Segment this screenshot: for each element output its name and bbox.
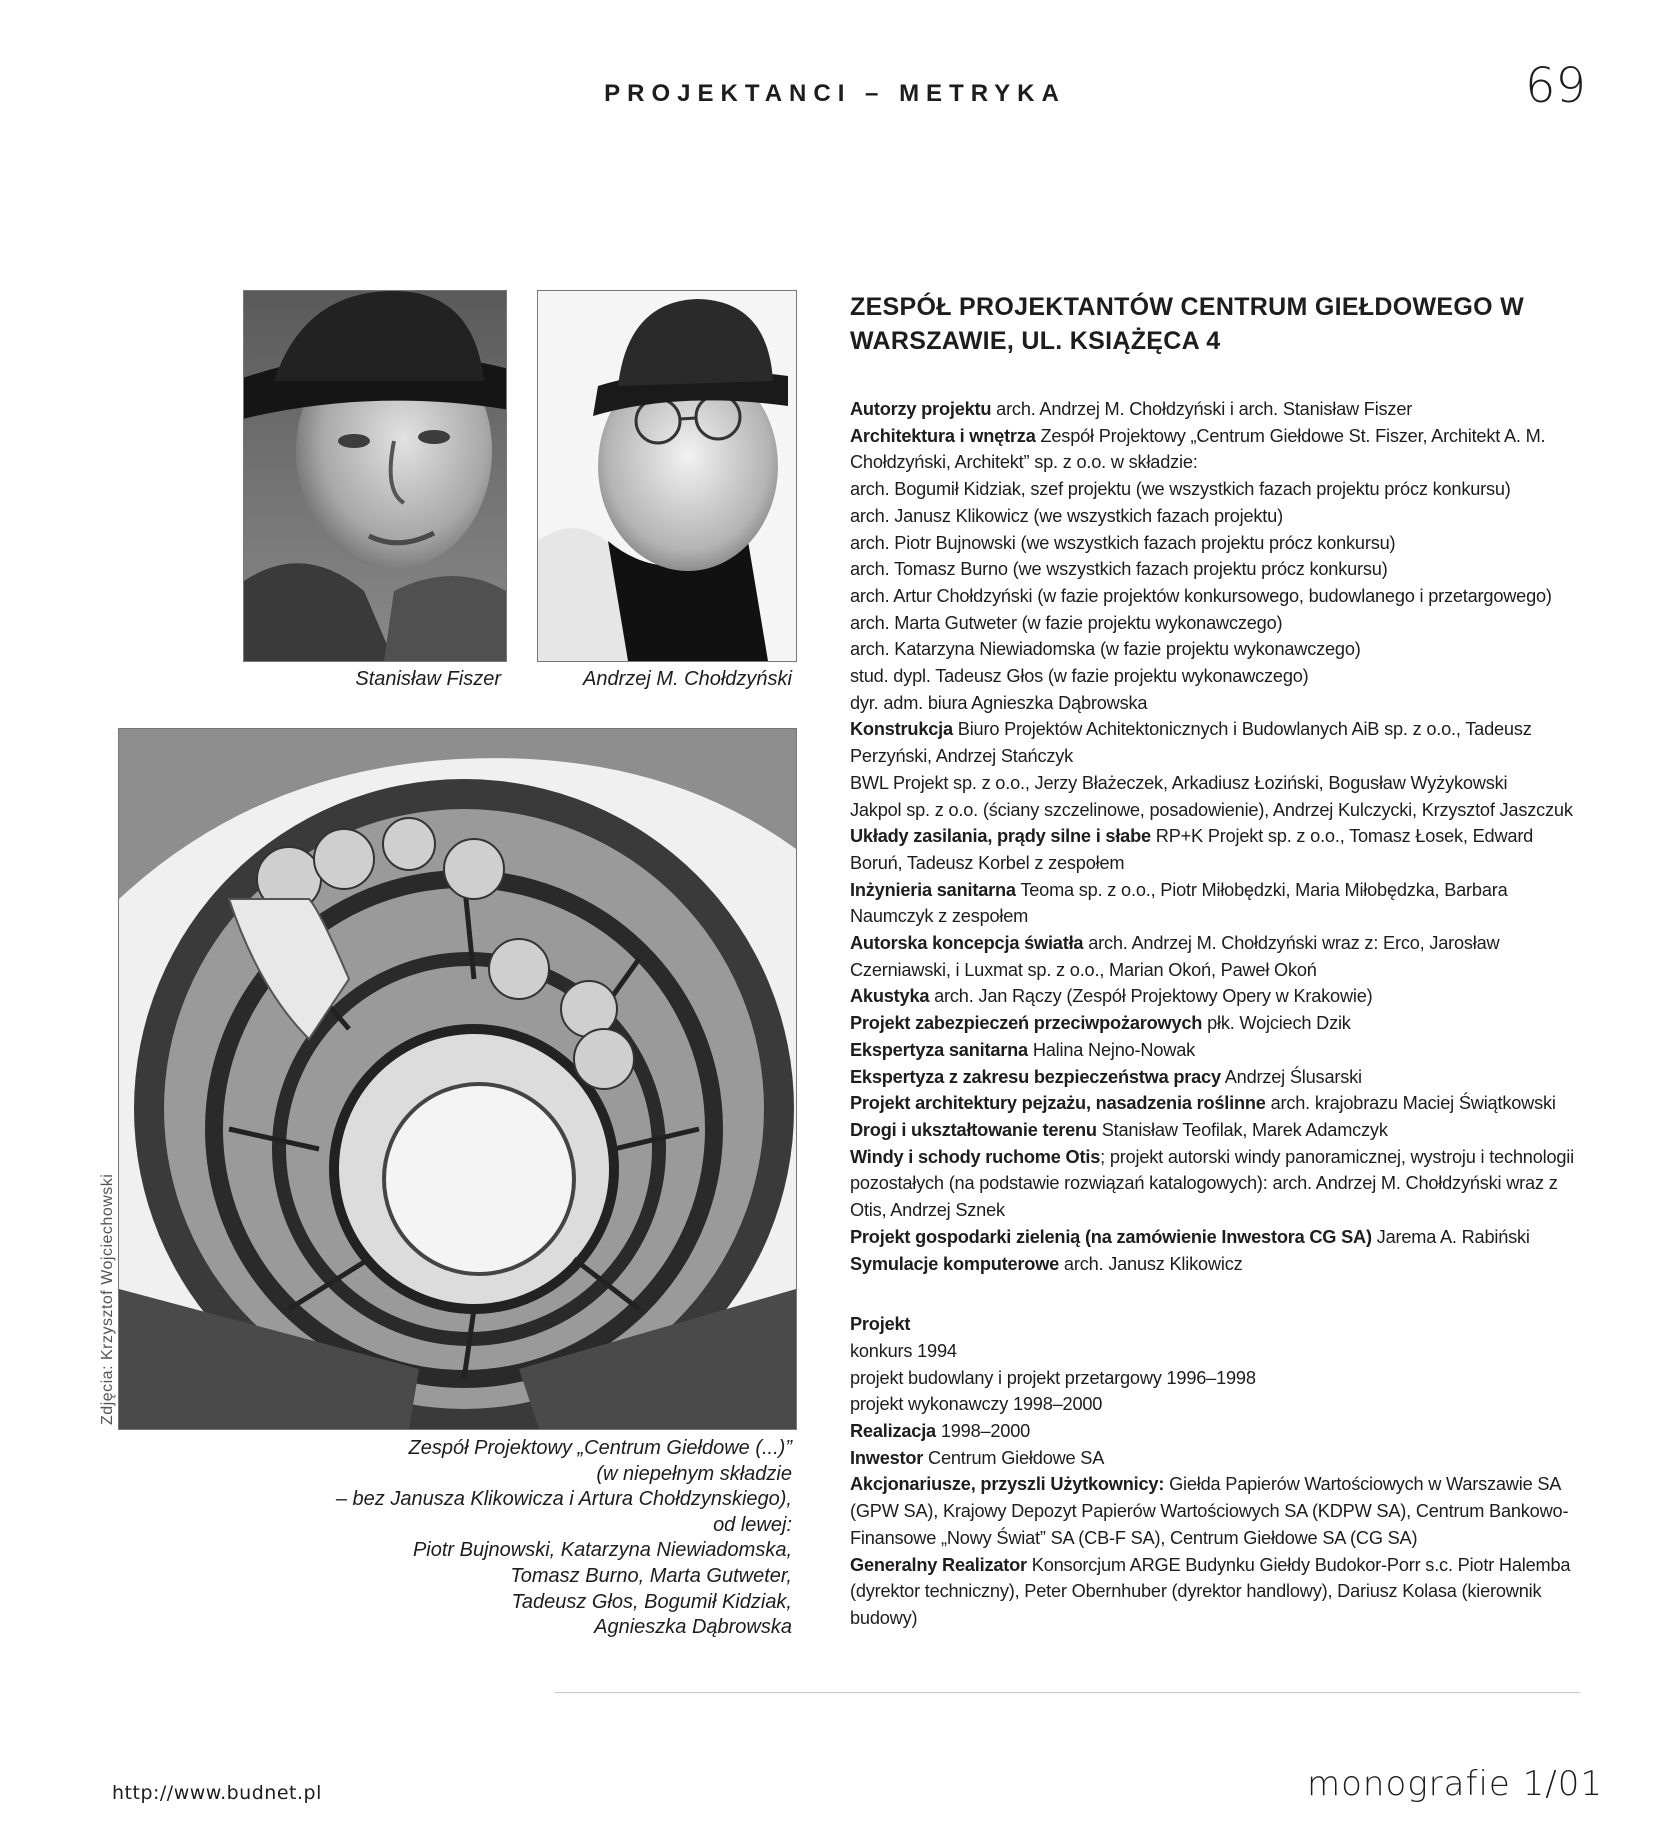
credit-entry bbox=[850, 797, 1578, 824]
credit-entry bbox=[850, 930, 1578, 983]
credit-text: dyr. adm. biura Agnieszka Dąbrowska bbox=[850, 692, 1148, 713]
credit-label: Drogi i ukształtowanie terenu bbox=[850, 1119, 1097, 1140]
credit-text: projekt budowlany i projekt przetargowy 1996–1998 bbox=[850, 1367, 1256, 1388]
credit-entry bbox=[850, 1251, 1578, 1278]
credit-text: 1998–2000 bbox=[935, 1421, 1031, 1442]
caption-line: – bez Janusza Klikowicza i Artura Chołdzynskiego), bbox=[335, 1488, 792, 1511]
credit-entry bbox=[850, 983, 1578, 1010]
footer-issue: monografie 1/01 bbox=[1307, 1764, 1603, 1804]
credit-entry bbox=[850, 1471, 1578, 1551]
credit-text: Zespół Projektowy „Centrum Giełdowe St. Fiszer, Architekt A. M. Chołdzyński, Architekt” sp. z o.o. w składzie: bbox=[850, 425, 1546, 473]
credit-text: arch. Piotr Bujnowski (we wszystkich fazach projektu prócz konkursu) bbox=[850, 532, 1396, 553]
credit-entry bbox=[850, 877, 1578, 930]
credit-entry bbox=[850, 1010, 1578, 1037]
caption-line: Zespół Projektowy „Centrum Giełdowe (...)” bbox=[408, 1437, 792, 1459]
credit-text: arch. Artur Chołdzyński (w fazie projektów konkursowego, budowlanego i przetargowego) bbox=[850, 585, 1552, 606]
credit-entry bbox=[850, 1117, 1578, 1144]
credit-text: Centrum Giełdowe SA bbox=[923, 1447, 1105, 1468]
credit-text: arch. Janusz Klikowicz bbox=[1059, 1253, 1243, 1274]
credit-label: Konstrukcja bbox=[850, 719, 953, 740]
credit-label: Układy zasilania, prądy silne i słabe bbox=[850, 826, 1151, 847]
credit-label: Windy i schody ruchome Otis bbox=[850, 1146, 1101, 1167]
credit-label: Symulacje komputerowe bbox=[850, 1253, 1060, 1274]
caption-line: (w niepełnym składzie bbox=[596, 1462, 792, 1485]
portrait-photo-stanislaw-fiszer bbox=[243, 290, 507, 662]
credits-list bbox=[850, 396, 1578, 1277]
credit-text: arch. Marta Gutweter (w fazie projektu wykonawczego) bbox=[850, 612, 1283, 633]
credit-label: Projekt bbox=[850, 1314, 911, 1335]
page-number: 69 bbox=[1525, 58, 1587, 114]
credit-label: Akcjonariusze, przyszli Użytkownicy: bbox=[850, 1474, 1165, 1495]
credit-entry bbox=[850, 610, 1578, 637]
credit-entry bbox=[850, 1391, 1578, 1418]
credit-label: Autorska koncepcja światła bbox=[850, 933, 1084, 954]
project-section bbox=[850, 1311, 1578, 1631]
credit-entry bbox=[850, 1037, 1578, 1064]
article bbox=[850, 290, 1578, 1632]
group-photo-caption bbox=[300, 1436, 792, 1641]
credit-text: Stanisław Teofilak, Marek Adamczyk bbox=[1096, 1119, 1388, 1140]
credit-label: Autorzy projektu bbox=[850, 399, 992, 419]
credit-label: Architektura i wnętrza bbox=[850, 425, 1036, 446]
article-title: ZESPÓŁ PROJEKTANTÓW CENTRUM GIEŁDOWEGO W WARSZAWIE, UL. KSIĄŻĘCA 4 bbox=[850, 293, 1525, 355]
caption-line: od lewej: bbox=[713, 1513, 792, 1536]
credit-text: arch. Andrzej M. Chołdzyński wraz z: Erco, Jarosław Czerniawski, i Luxmat sp. z o.o., Marian Okoń, Paweł Okoń bbox=[850, 933, 1500, 980]
credit-label: Inwestor bbox=[850, 1447, 924, 1468]
credit-entry bbox=[850, 583, 1578, 610]
credit-entry bbox=[850, 1365, 1578, 1392]
credit-text: Halina Nejno-Nowak bbox=[1027, 1039, 1196, 1060]
credit-entry bbox=[850, 530, 1578, 557]
credit-text: Andrzej Ślusarski bbox=[1220, 1066, 1362, 1087]
credit-entry bbox=[850, 1144, 1578, 1224]
credit-entry bbox=[850, 1418, 1578, 1445]
credit-label: Projekt architektury pejzażu, nasadzenia roślinne bbox=[850, 1093, 1266, 1114]
footer-url: http://www.budnet.pl bbox=[112, 1782, 322, 1804]
credit-text: Teoma sp. z o.o., Piotr Miłobędzki, Maria Miłobędzka, Barbara Naumczyk z zespołem bbox=[850, 879, 1508, 927]
caption-line: Piotr Bujnowski, Katarzyna Niewiadomska, bbox=[412, 1539, 792, 1562]
credit-text: arch. krajobrazu Maciej Świątkowski bbox=[1265, 1093, 1556, 1114]
credit-entry bbox=[850, 1090, 1578, 1117]
photo-credit: Zdjęcia: Krzysztof Wojciechowski bbox=[99, 1173, 116, 1425]
credit-label: Ekspertyza sanitarna bbox=[850, 1039, 1028, 1060]
credit-label: Akustyka bbox=[850, 986, 930, 1007]
credit-entry bbox=[850, 476, 1578, 503]
credit-text: BWL Projekt sp. z o.o., Jerzy Błażeczek, Arkadiusz Łoziński, Bogusław Wyżykowski bbox=[850, 772, 1508, 793]
credit-text: Konsorcjum ARGE Budynku Giełdy Budokor-Porr s.c. Piotr Halemba (dyrektor techniczny), Peter Obernhuber (dyrektor handlowy), Dariusz Kolasa (kierownik budowy) bbox=[850, 1554, 1571, 1628]
credit-entry bbox=[850, 1064, 1578, 1091]
credit-text: stud. dypl. Tadeusz Głos (w fazie projektu wykonawczego) bbox=[850, 666, 1309, 687]
credit-text: Jarema A. Rabiński bbox=[1371, 1226, 1530, 1247]
credit-label: Inżynieria sanitarna bbox=[850, 879, 1016, 900]
credit-entry bbox=[850, 556, 1578, 583]
credit-entry bbox=[850, 770, 1578, 797]
caption-line: Agnieszka Dąbrowska bbox=[594, 1616, 792, 1639]
credit-text: Biuro Projektów Achitektonicznych i Budowlanych AiB sp. z o.o., Tadeusz Perzyński, Andrzej Stańczyk bbox=[850, 719, 1532, 767]
credit-entry bbox=[850, 503, 1578, 530]
credit-text: płk. Wojciech Dzik bbox=[1202, 1013, 1351, 1034]
credit-label: Projekt zabezpieczeń przeciwpożarowych bbox=[850, 1013, 1203, 1034]
credit-entry bbox=[850, 1552, 1578, 1632]
credit-text: arch. Andrzej M. Chołdzyński i arch. Stanisław Fiszer bbox=[991, 399, 1413, 419]
portrait-caption: Stanisław Fiszer bbox=[355, 668, 501, 690]
running-head: PROJEKTANCI – METRYKA bbox=[604, 80, 1066, 107]
group-photo-spiral-staircase bbox=[118, 728, 797, 1430]
credit-text: arch. Jan Rączy (Zespół Projektowy Opery w Krakowie) bbox=[929, 986, 1373, 1007]
credit-text: arch. Tomasz Burno (we wszystkich fazach projektu prócz konkursu) bbox=[850, 559, 1388, 580]
credit-label: Projekt gospodarki zielenią (na zamówienie Inwestora CG SA) bbox=[850, 1226, 1372, 1247]
credit-label: Realizacja bbox=[850, 1421, 936, 1442]
credit-text: arch. Katarzyna Niewiadomska (w fazie projektu wykonawczego) bbox=[850, 639, 1361, 660]
credit-entry bbox=[850, 716, 1578, 769]
credit-text: Jakpol sp. z o.o. (ściany szczelinowe, posadowienie), Andrzej Kulczycki, Krzysztof Jaszczuk bbox=[850, 799, 1573, 820]
caption-line: Tomasz Burno, Marta Gutweter, bbox=[510, 1564, 792, 1587]
portrait-photo-andrzej-choldzynski bbox=[537, 290, 797, 662]
credit-entry bbox=[850, 1445, 1578, 1472]
credit-label: Ekspertyza z zakresu bezpieczeństwa pracy bbox=[850, 1066, 1221, 1087]
credit-entry bbox=[850, 1338, 1578, 1365]
credit-text: arch. Janusz Klikowicz (we wszystkich fazach projektu) bbox=[850, 505, 1283, 526]
credit-text: konkurs 1994 bbox=[850, 1340, 957, 1361]
credit-label: Generalny Realizator bbox=[850, 1554, 1027, 1575]
credit-entry bbox=[850, 823, 1578, 876]
caption-line: Tadeusz Głos, Bogumił Kidziak, bbox=[511, 1590, 792, 1613]
credit-text: RP+K Projekt sp. z o.o., Tomasz Łosek, Edward Boruń, Tadeusz Korbel z zespołem bbox=[850, 826, 1534, 873]
credit-text: arch. Bogumił Kidziak, szef projektu (we wszystkich fazach projektu prócz konkursu) bbox=[850, 479, 1511, 500]
credit-entry bbox=[850, 396, 1578, 423]
portrait-caption: Andrzej M. Chołdzyński bbox=[583, 668, 792, 690]
divider bbox=[555, 1692, 1580, 1693]
credit-text: ; projekt autorski windy panoramicznej, wystroju i technologii pozostałych (na podstawie rozwiązań katalogowych): arch. Andrzej M. Chołdzyński wraz z Otis, Andrzej Sznek bbox=[850, 1146, 1574, 1221]
credit-text: Giełda Papierów Wartościowych w Warszawie SA (GPW SA), Krajowy Depozyt Papierów Wartościowych SA (KDPW SA), Centrum Bankowo-Finansowe „Nowy Świat” SA (CB-F SA), Centrum Giełdowe SA (CG SA) bbox=[850, 1474, 1569, 1548]
credit-entry bbox=[850, 1224, 1578, 1251]
credit-entry bbox=[850, 663, 1578, 690]
credit-text: projekt wykonawczy 1998–2000 bbox=[850, 1394, 1103, 1415]
credit-entry bbox=[850, 1311, 1578, 1338]
credit-entry bbox=[850, 690, 1578, 717]
credit-entry bbox=[850, 636, 1578, 663]
credit-entry bbox=[850, 423, 1578, 476]
